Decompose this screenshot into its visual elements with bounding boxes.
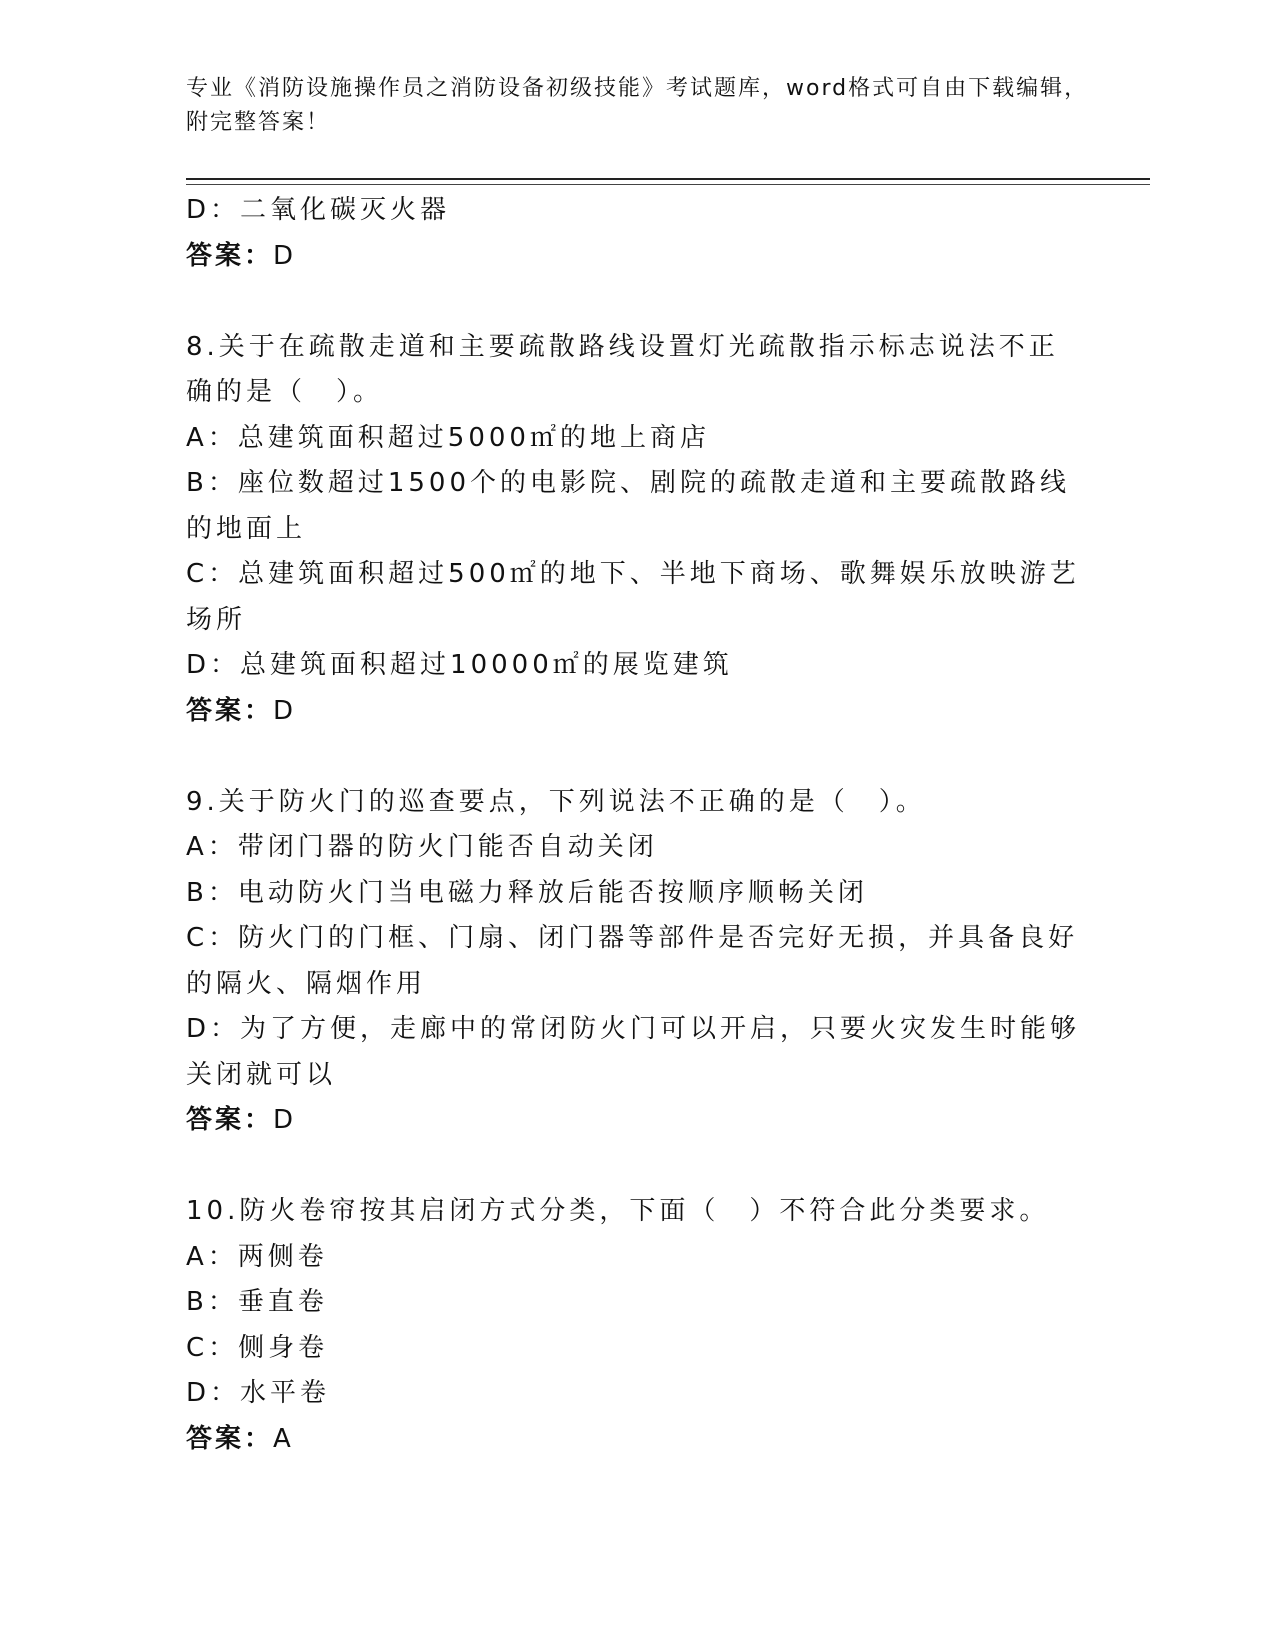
option-d: D：水平卷 xyxy=(186,1378,331,1408)
option-b: B：垂直卷 xyxy=(186,1287,328,1317)
option-d: D：二氧化碳灭火器 xyxy=(186,195,451,225)
answer-line xyxy=(186,1098,1086,1144)
answer-label: 答案： xyxy=(186,240,274,271)
header-divider xyxy=(186,178,1150,180)
question-7-tail xyxy=(186,188,1086,279)
answer-line xyxy=(186,1417,1086,1463)
answer-value: D xyxy=(273,695,297,726)
answer-label: 答案： xyxy=(186,695,274,726)
answer-line xyxy=(186,689,1086,735)
answer-value: D xyxy=(273,1105,297,1135)
answer-value: A xyxy=(273,1423,294,1454)
option-a: A：带闭门器的防火门能否自动关闭 xyxy=(186,832,658,862)
question-10 xyxy=(186,1189,1086,1462)
option-d: D：为了方便，走廊中的常闭防火门可以开启，只要火灾发生时能够关闭就可以 xyxy=(186,1014,1081,1090)
option-c: C：侧身卷 xyxy=(186,1332,329,1363)
option-c: C：防火门的门框、门扇、闭门器等部件是否完好无损，并具备良好的隔火、隔烟作用 xyxy=(186,923,1079,999)
answer-line xyxy=(186,234,1086,280)
answer-value: D xyxy=(273,240,297,271)
option-a: A：两侧卷 xyxy=(186,1241,328,1272)
spacer xyxy=(186,1144,1086,1190)
question-stem: 10.防火卷帘按其启闭方式分类，下面（ ）不符合此分类要求。 xyxy=(186,1196,1050,1226)
option-a: A：总建筑面积超过5000㎡的地上商店 xyxy=(186,422,710,453)
option-c: C：总建筑面积超过500㎡的地下、半地下商场、歌舞娱乐放映游艺场所 xyxy=(186,559,1080,635)
question-list xyxy=(186,188,1086,1462)
question-stem: 8.关于在疏散走道和主要疏散路线设置灯光疏散指示标志说法不正确的是（ ）。 xyxy=(186,331,1059,407)
answer-label: 答案： xyxy=(186,1105,274,1135)
question-8 xyxy=(186,325,1086,735)
answer-label: 答案： xyxy=(186,1423,274,1454)
question-9 xyxy=(186,780,1086,1144)
spacer xyxy=(186,279,1086,325)
option-d: D：总建筑面积超过10000㎡的展览建筑 xyxy=(186,650,733,680)
option-b: B：电动防火门当电磁力释放后能否按顺序顺畅关闭 xyxy=(186,877,868,908)
option-b: B：座位数超过1500个的电影院、剧院的疏散走道和主要疏散路线的地面上 xyxy=(186,468,1071,544)
document-header: 专业《消防设施操作员之消防设备初级技能》考试题库，word格式可自由下载编辑，附完整答案！ xyxy=(186,76,1089,135)
question-stem: 9.关于防火门的巡查要点，下列说法不正确的是（ ）。 xyxy=(186,786,926,817)
spacer xyxy=(186,734,1086,780)
header-divider-thin xyxy=(186,184,1150,185)
